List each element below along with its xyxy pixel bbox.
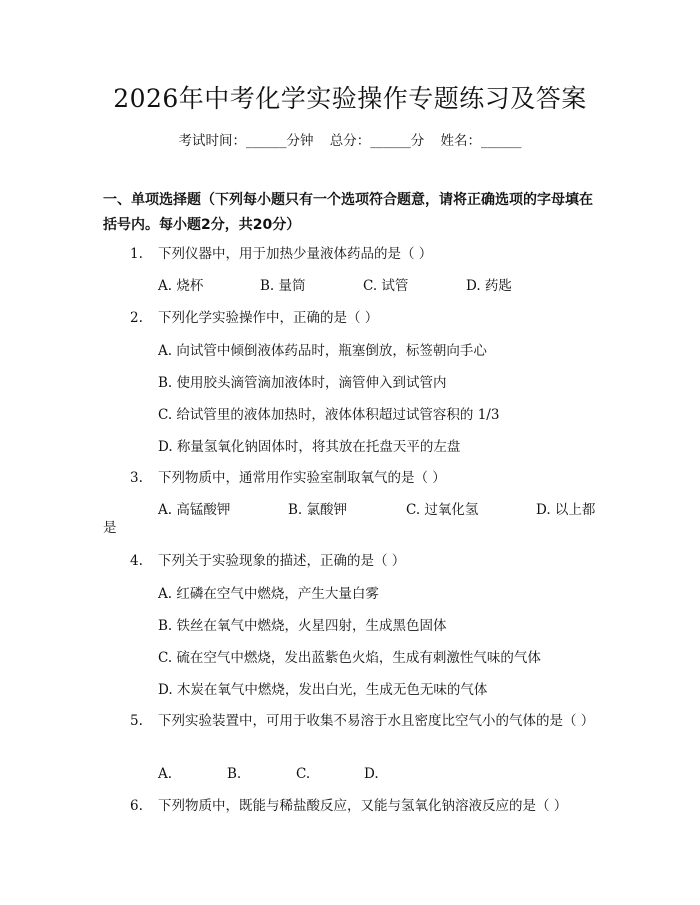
- option-a: A. 高锰酸钾: [158, 502, 231, 518]
- option-b: B. 使用胶头滴管滴加液体时，滴管伸入到试管内: [158, 375, 447, 391]
- total-score-field: 总分：______分: [329, 133, 425, 149]
- option-d: D.: [364, 766, 379, 782]
- option-b: B. 铁丝在氧气中燃烧，火星四射，生成黑色固体: [158, 618, 447, 634]
- question-text: 下列关于实验现象的描述，正确的是（ ）: [158, 553, 406, 569]
- option-d: D. 药匙: [466, 278, 512, 294]
- question-number: 6.: [130, 798, 143, 814]
- option-a: A. 向试管中倾倒液体药品时，瓶塞倒放，标签朝向手心: [158, 343, 487, 359]
- question-text: 下列化学实验操作中，正确的是（ ）: [158, 310, 379, 326]
- question-text: 下列物质中，通常用作实验室制取氧气的是（ ）: [158, 470, 446, 486]
- option-c: C. 试管: [363, 278, 409, 294]
- question-3: [130, 468, 446, 488]
- question-text: 下列物质中，既能与稀盐酸反应，又能与氢氧化钠溶液反应的是（ ）: [158, 798, 568, 814]
- option-b: B.: [227, 766, 242, 782]
- section-heading: 一、单项选择题（下列每小题只有一个选项符合题意，请将正确选项的字母填在括号内。每小题2分，共20分）: [103, 192, 593, 233]
- name-field: 姓名：______: [440, 133, 522, 149]
- option-b: B. 量筒: [260, 278, 306, 294]
- option-d-wrap: 是: [103, 520, 117, 536]
- option-d: D. 以上都: [536, 502, 596, 518]
- question-text: 下列实验装置中，可用于收集不易溶于水且密度比空气小的气体的是（ ）: [158, 713, 595, 729]
- question-5: [103, 710, 600, 732]
- option-c: C. 硫在空气中燃烧，发出蓝紫色火焰，生成有刺激性气味的气体: [158, 650, 541, 666]
- option-a: A. 红磷在空气中燃烧，产生大量白雾: [158, 586, 379, 602]
- question-1: [130, 244, 432, 264]
- option-a: A. 烧杯: [158, 278, 204, 294]
- exam-info: [0, 131, 700, 151]
- question-4: [130, 551, 405, 571]
- question-number: 3.: [130, 470, 143, 486]
- question-number: 1.: [130, 246, 143, 262]
- option-c: C.: [296, 766, 311, 782]
- exam-time-field: 考试时间：______分钟: [178, 133, 314, 149]
- option-c: C. 过氧化氢: [406, 502, 479, 518]
- question-number: 5.: [130, 713, 143, 729]
- option-b: B. 氯酸钾: [288, 502, 348, 518]
- question-2: [130, 308, 378, 328]
- question-number: 2.: [130, 310, 143, 326]
- question-6: [130, 796, 567, 816]
- option-c: C. 给试管里的液体加热时，液体体积超过试管容积的 1/3: [158, 407, 500, 423]
- option-d: D. 木炭在氧气中燃烧，发出白光，生成无色无味的气体: [158, 682, 488, 698]
- page-title: 2026年中考化学实验操作专题练习及答案: [113, 84, 587, 113]
- option-a: A.: [158, 766, 173, 782]
- question-text: 下列仪器中，用于加热少量液体药品的是（ ）: [158, 246, 433, 262]
- option-d: D. 称量氢氧化钠固体时，将其放在托盘天平的左盘: [158, 439, 461, 455]
- question-number: 4.: [130, 553, 143, 569]
